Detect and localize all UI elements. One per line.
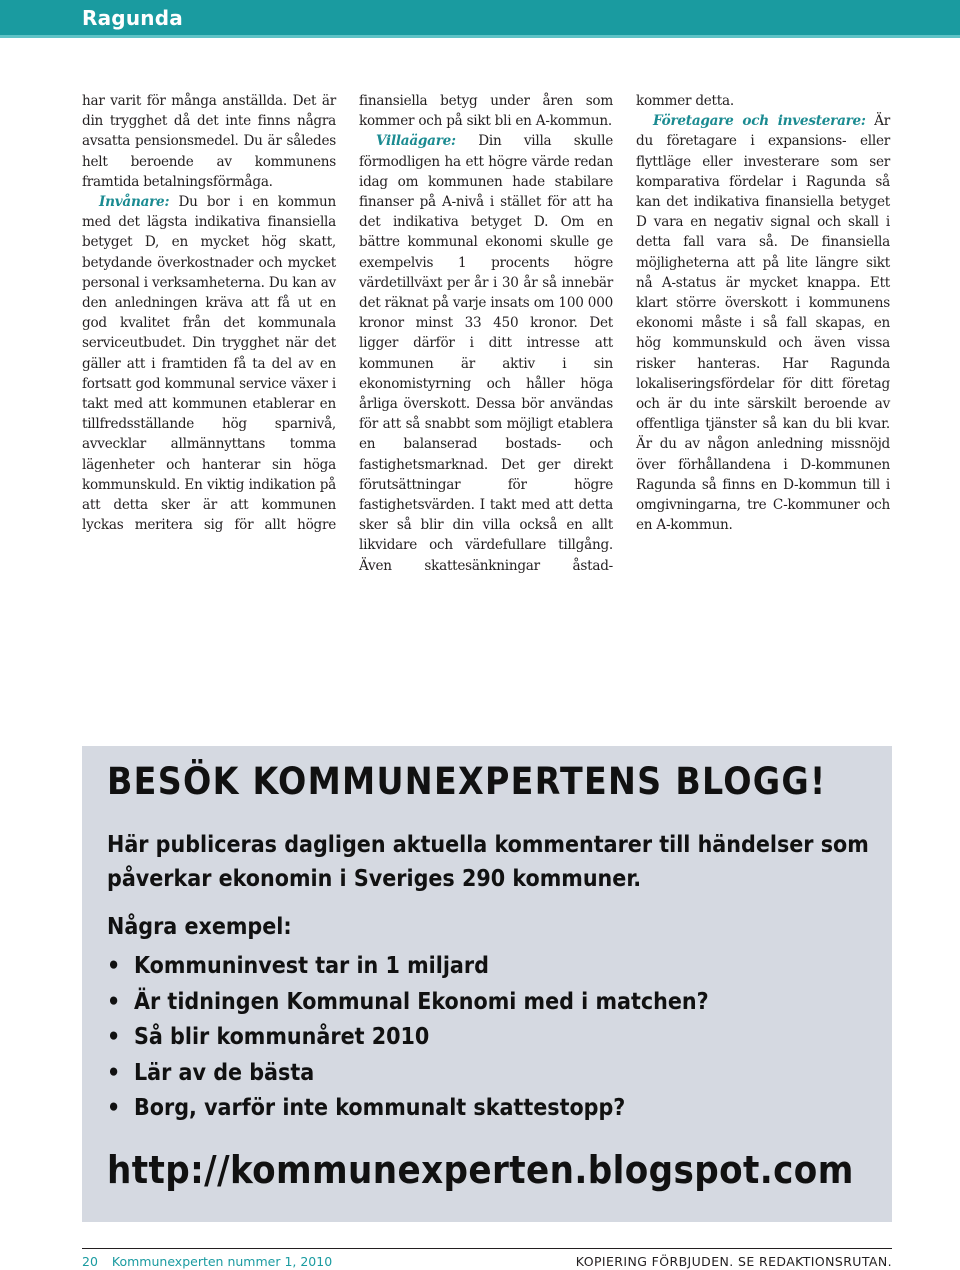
paragraph: finansiella betyg under åren som kommer och på sikt bli en A-kommun. [359,93,613,130]
paragraph-text: Du bor i en kommun med det lägsta indikativa finansiella betyget D, en mycket hög skatt, betydande överkostnader och mycket personal i verksamheterna. Du kan av den anledningen kräva att få ut en god kvalitet från det kommunala serviceutbudet. Din trygghet när det gäller att i framtiden få ta del av en fortsatt god kommunal service växer i takt med att kommunen etablerar en tillfredsställande hög sparnivå, avvecklar allmännyttans tomma lägenheter och hanterar sin höga kommunskuld. En viktig indikation på att detta sker är att kommunen lyckas meritera sig för allt högre [82,194,336,534]
section-lead: Företagare och investerare: [653,113,866,130]
blog-promo-intro [107,828,877,896]
bullet-icon: • [107,1024,121,1050]
examples-label: Några exempel: [107,914,292,940]
paragraph [636,111,890,535]
article-column-3 [636,91,890,535]
list-item-text: Lär av de bästa [134,1059,315,1086]
page-title: Ragunda [82,6,183,30]
intro-line: påverkar ekonomin i Sveriges 290 kommuner. [107,866,642,892]
paragraph-text: Är du företagare i expansions- eller flyttläge eller investerare som ser komparativa fördelar i Ragunda så kan det indikativa finansiella betyget D vara en negativ signal och skall i detta fall vara så. De finansiella möjligheterna att på lite längre sikt nå A-status är mycket knappa. Ett klart större överskott i kommunens ekonomi måste i så fall skapas, en hög kommunskuld och även vissa risker hanteras. Har Ragunda lokaliseringsfördelar för ditt företag och är du inte särskilt beroende av offentliga tjänster så kan du bli kvar. Är du av någon anledning missnöjd över förhållandena i D-kommunen Ragunda så finns en D-kommun till i omgivningarna, tre C-kommuner och en A-kommun. [636,113,891,534]
bullet-icon: • [107,988,121,1015]
list-item-text: Är tidningen Kommunal Ekonomi med i matchen? [134,988,709,1015]
page-number: 20 [82,1254,98,1269]
footer-divider [82,1248,892,1249]
list-item [107,1020,709,1056]
blog-promo-box [82,746,892,1222]
list-item [107,949,709,985]
list-item-text: Kommuninvest tar in 1 miljard [134,953,489,979]
section-lead: Invånare: [99,194,170,211]
blog-url: http://kommunexperten.blogspot.com [107,1148,854,1192]
footer-publication [82,1254,332,1269]
article-column-2 [359,91,613,576]
blog-promo-title: BESÖK KOMMUNEXPERTENS BLOGG! [107,760,827,803]
article-column-1 [82,91,336,535]
header-bar [0,0,960,38]
bullet-icon: • [107,953,121,979]
paragraph [359,131,613,575]
paragraph: kommer detta. [636,93,734,109]
paragraph-text: Din villa skulle förmodligen ha ett högre värde redan idag om kommunen hade stabilare finanser på A-nivå i stället för att ha det indikativa betyget D. Om en bättre kommunal ekonomi skulle ge exempelvis 1 procents högre värdetillväxt per år i 30 år så innebär det räknat på varje insats om 100 000 kronor minst 33 450 kronor. Det ligger därför i ditt intresse att kommunen är aktiv i sin ekonomistyrning och håller höga årliga överskott. Dessa bör användas för att så snabbt som möjligt etablera en balanserad bostads- och fastighetsmarknad. Det ger direkt förutsättningar för högre fastighetsvärden. I takt med att detta sker så blir din villa också en allt likvidare och värdefullare tillgång. Även skattesänkningar åstad- [359,133,613,574]
list-item-text: Borg, varför inte kommunalt skattestopp? [134,1095,626,1121]
list-item [107,985,709,1021]
bullet-icon: • [107,1059,121,1086]
publication-name: Kommunexperten nummer 1, 2010 [111,1254,333,1269]
list-item [107,1056,709,1092]
paragraph: har varit för många anställda. Det är din trygghet då det inte finns några avsatta pensionsmedel. Du är således helt beroende av kommunens framtida betalningsförmåga. [82,93,336,190]
section-lead: Villaägare: [376,133,456,150]
intro-line: Här publiceras dagligen aktuella kommentarer till händelser som [107,832,869,858]
copyright-notice: KOPIERING FÖRBJUDEN. SE REDAKTIONSRUTAN. [575,1254,892,1269]
bullet-icon: • [107,1095,121,1121]
list-item [107,1091,709,1127]
paragraph [82,192,336,535]
examples-list [107,949,709,1127]
list-item-text: Så blir kommunåret 2010 [134,1024,430,1050]
